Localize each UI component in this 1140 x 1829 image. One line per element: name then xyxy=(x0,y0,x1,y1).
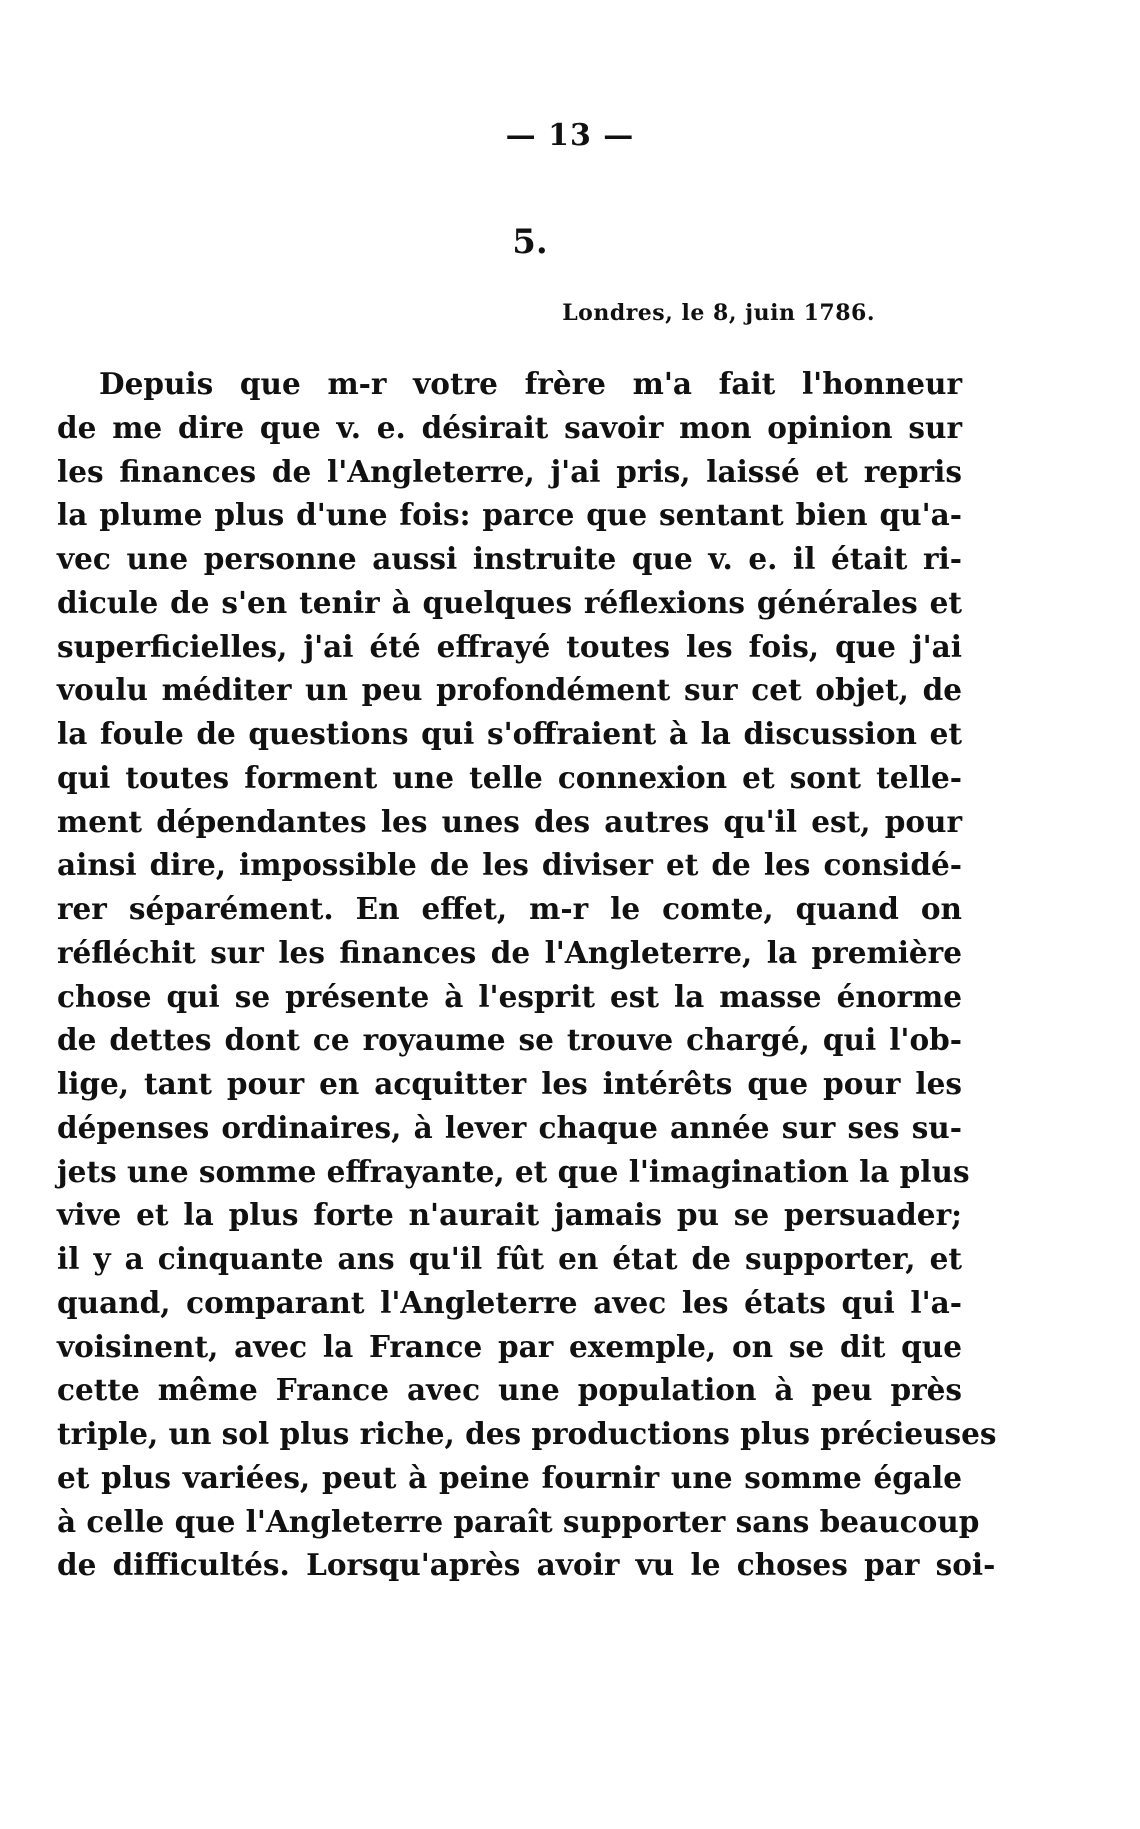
text-line: et plus variées, peut à peine fournir une somme égale xyxy=(57,1459,962,1495)
text-line: dicule de s'en tenir à quelques réflexions générales et xyxy=(57,584,962,620)
text-line: vec une personne aussi instruite que v. e. il était ri- xyxy=(57,541,962,576)
text-line: dépenses ordinaires, à lever chaque année sur ses su- xyxy=(57,1109,962,1145)
text-line: triple, un sol plus riche, des productions plus précieuses xyxy=(57,1416,997,1451)
text-line: réfléchit sur les finances de l'Angleterre, la première xyxy=(57,934,962,970)
text-line: qui toutes forment une telle connexion et sont telle- xyxy=(57,759,962,795)
text-line: jets une somme effrayante, et que l'imagination la plus xyxy=(57,1153,970,1189)
text-line: Depuis que m-r votre frère m'a fait l'honneur xyxy=(99,366,962,401)
text-line: la plume plus d'une fois: parce que sentant bien qu'a- xyxy=(57,497,962,533)
dateline: Londres, le 8, juin 1786. xyxy=(562,300,875,326)
text-line: superficielles, j'ai été effrayé toutes les fois, que j'ai xyxy=(57,628,962,664)
text-line: rer séparément. En effet, m-r le comte, quand on xyxy=(57,891,962,926)
text-line: vive et la plus forte n'aurait jamais pu se persuader; xyxy=(57,1197,962,1233)
text-line: ment dépendantes les unes des autres qu'il est, pour xyxy=(57,803,962,839)
text-line: cette même France avec une population à peu près xyxy=(57,1372,962,1408)
text-line: à celle que l'Angleterre paraît supporter sans beaucoup xyxy=(57,1503,980,1539)
page-number: — 13 — xyxy=(505,118,635,153)
text-line: de me dire que v. e. désirait savoir mon opinion sur xyxy=(57,409,962,445)
text-line: il y a cinquante ans qu'il fût en état de supporter, et xyxy=(57,1241,962,1276)
text-line: voulu méditer un peu profondément sur cet objet, de xyxy=(57,672,962,708)
text-line: les finances de l'Angleterre, j'ai pris, laissé et repris xyxy=(57,453,962,489)
letter-number: 5. xyxy=(512,222,548,262)
text-line: la foule de questions qui s'offraient à la discussion et xyxy=(57,716,962,751)
text-line: lige, tant pour en acquitter les intérêts que pour les xyxy=(57,1066,962,1101)
text-line: de dettes dont ce royaume se trouve chargé, qui l'ob- xyxy=(57,1022,962,1058)
letter-body xyxy=(57,362,997,1587)
text-line: ainsi dire, impossible de les diviser et de les considé- xyxy=(57,847,962,883)
text-line: chose qui se présente à l'esprit est la masse énorme xyxy=(57,978,962,1014)
text-line: quand, comparant l'Angleterre avec les états qui l'a- xyxy=(57,1284,962,1320)
text-line: voisinent, avec la France par exemple, on se dit que xyxy=(57,1328,962,1364)
text-line: de difficultés. Lorsqu'après avoir vu le choses par soi- xyxy=(57,1547,996,1583)
